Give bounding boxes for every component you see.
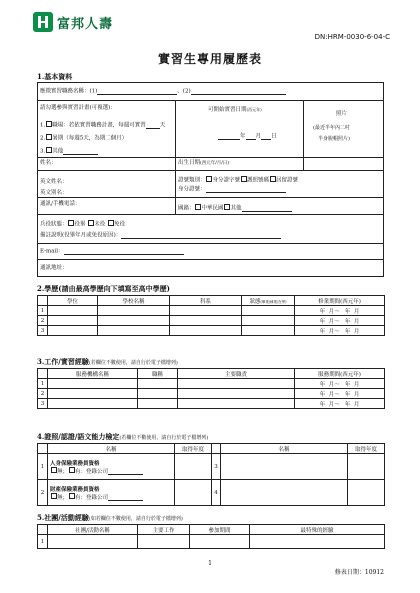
table-row: 1 人身保險業務員資格 無； 有：登錄公司 3 xyxy=(38,454,385,480)
table-row: 1 xyxy=(38,535,385,549)
col-club-name: 社團/活動名稱 xyxy=(48,525,138,535)
checkbox-icon xyxy=(224,204,230,210)
col-license-year-2: 取得年度 xyxy=(348,444,385,454)
checkbox-icon xyxy=(68,220,74,226)
table-row: 3 年 月～ 年 月 xyxy=(38,326,385,336)
col-job-title: 職稱 xyxy=(138,369,178,379)
logo-text: 富邦人壽 xyxy=(57,16,114,32)
col-degree: 學位 xyxy=(48,296,98,306)
work-table xyxy=(37,368,385,409)
checkbox-icon xyxy=(46,121,52,127)
education-table xyxy=(37,295,385,336)
checkbox-icon xyxy=(241,176,247,182)
checkbox-icon xyxy=(206,176,212,182)
section-activity-heading: 5.社團/活動經驗(如若欄位不數使用，請自行於電子檔增列) xyxy=(37,513,183,522)
table-row: 2 年 月～ 年 月 xyxy=(38,389,385,399)
checkbox-icon xyxy=(88,220,94,226)
table-row: 2 財產保險業務員資格 無； 有：登錄公司 4 xyxy=(38,480,385,506)
life-insurance-license[interactable]: 人身保險業務員資格 無； 有：登錄公司 xyxy=(48,454,175,480)
birth-date-field[interactable]: 出生日期(西元年/月/日)： xyxy=(178,160,234,166)
table-row: 1 年 月～ 年 月 xyxy=(38,306,385,316)
apply-position-field[interactable]: 應徵實習職務名稱：(1) 、(2) xyxy=(40,89,286,95)
col-service-period: 服務期間(西元年) xyxy=(295,369,385,379)
checkbox-icon xyxy=(46,134,52,140)
plan-option-workplace[interactable]: 1. 職場：若依實習職務計畫，每週可實習 天 xyxy=(40,122,166,129)
col-period: 修業期間(西元年) xyxy=(295,296,385,306)
checkbox-icon xyxy=(108,220,114,226)
name-field[interactable]: 姓名： xyxy=(40,160,57,166)
english-alias-field[interactable]: 英文別名： xyxy=(40,190,68,196)
photo-note-1: (最近半年內二吋 xyxy=(313,125,350,131)
form-revision: 修表日期：10912 xyxy=(334,569,384,576)
col-status: 狀態(畢業/肄業/在學) xyxy=(242,296,295,306)
col-special-experience: 最特殊的經驗 xyxy=(250,525,385,535)
plan-option-other[interactable]: 3. 其他 xyxy=(40,147,98,155)
section-work-heading: 3.工作/實習經驗(若欄位不數使用，請自行於電子檔增列) xyxy=(37,357,178,366)
document-number: DN:HRM-0030-6-04-C xyxy=(314,33,390,41)
photo-label: 照片 xyxy=(336,111,348,117)
plan-label: 請勾選參與實習計畫(可複選)： xyxy=(40,105,116,111)
plan-option-summer[interactable]: 2. 暑期（每週5天，為期二個月） xyxy=(40,135,128,142)
id-number-field[interactable]: 身分證號： xyxy=(178,187,286,193)
license-table xyxy=(37,443,385,506)
col-license-name-2: 名稱 xyxy=(221,444,348,454)
nationality-field[interactable]: 國籍： 中華民國 其他 xyxy=(178,204,292,212)
col-license-name: 名稱 xyxy=(48,444,175,454)
page-number: 1 xyxy=(208,560,212,567)
remark-field[interactable]: 備註說明(役畢年月或免役原因)： xyxy=(40,233,281,239)
col-organization: 服務機構名稱 xyxy=(48,369,138,379)
phone-field[interactable]: 通訊/手機電話： xyxy=(40,201,81,207)
col-participation: 參加期間 xyxy=(190,525,250,535)
section-basic-info-heading: 1.基本資料 xyxy=(37,72,73,81)
checkbox-icon xyxy=(195,204,201,210)
page-title: 實習生專用履歷表 xyxy=(157,52,262,66)
email-field[interactable]: E-mail： xyxy=(40,249,184,255)
col-license-year: 取得年度 xyxy=(175,444,212,454)
start-date-label: 可開始實習日期(西元年) xyxy=(208,107,262,113)
table-row: 2 年 月～ 年 月 xyxy=(38,316,385,326)
checkbox-icon xyxy=(270,176,276,182)
activity-table xyxy=(37,524,385,549)
address-field[interactable]: 通訊地址： xyxy=(40,265,68,271)
col-duties: 主要職責 xyxy=(178,369,295,379)
col-major: 科系 xyxy=(170,296,242,306)
checkbox-icon xyxy=(46,147,52,153)
table-row: 3 年 月～ 年 月 xyxy=(38,399,385,409)
section-license-heading: 4.證照/認證/語文能力檢定(若欄位不數使用，請自行於電子檔增列) xyxy=(37,432,209,441)
col-school: 學校名稱 xyxy=(98,296,170,306)
id-type-field[interactable]: 證號類別： 身分證字號 護照號碼 居留證號 xyxy=(178,177,299,184)
section-education-heading: 2.學歷(請由最高學歷向下填寫至高中學歷) xyxy=(37,284,170,293)
military-status-field[interactable]: 兵役狀態： 役畢 未役 免役 xyxy=(40,221,126,228)
start-date-field[interactable]: 年 月 日 xyxy=(218,134,277,140)
photo-note-2: 半身脫帽照片) xyxy=(318,136,350,142)
table-row: 1 年 月～ 年 月 xyxy=(38,379,385,389)
company-logo xyxy=(33,12,113,32)
property-insurance-license[interactable]: 財產保險業務員資格 無； 有：登錄公司 xyxy=(48,480,175,506)
english-name-field[interactable]: 英文姓名： xyxy=(40,179,68,185)
fubon-logo-icon xyxy=(33,12,53,32)
col-main-work: 主要工作 xyxy=(138,525,190,535)
